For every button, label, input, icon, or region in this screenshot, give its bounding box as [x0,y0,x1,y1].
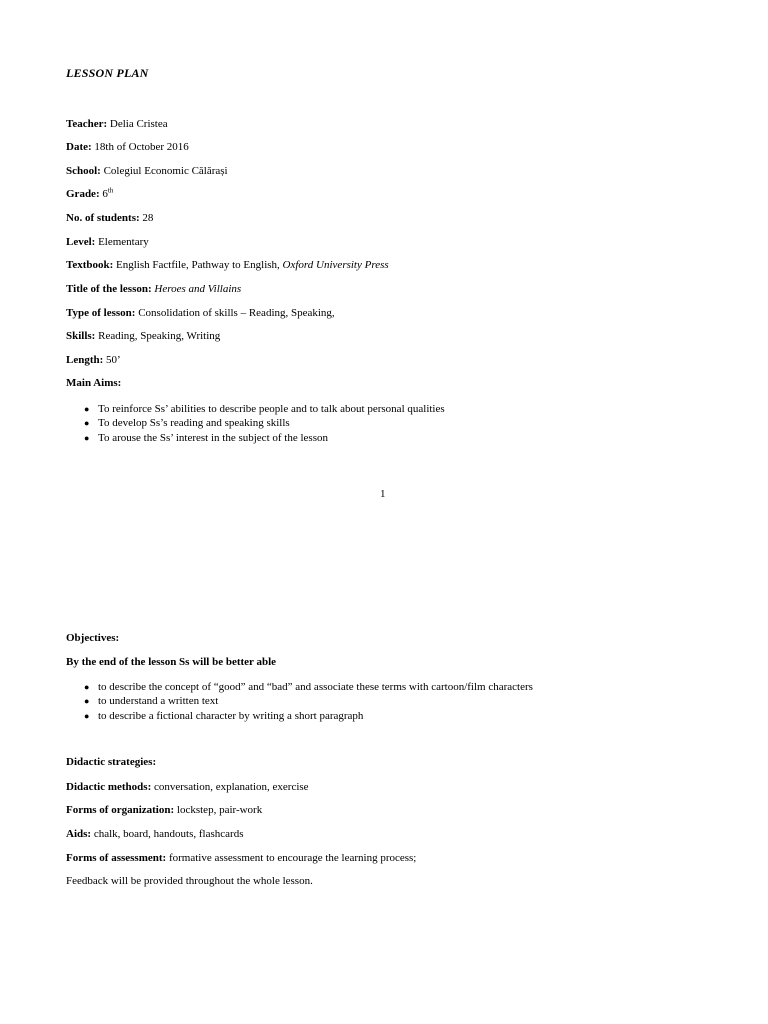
lesson-type-field [66,307,335,319]
lesson-type-label: Type of lesson: [66,307,136,319]
forms-organization-label: Forms of organization: [66,804,175,816]
bullet-icon: ● [84,682,90,692]
bullet-icon: ● [84,432,90,443]
didactic-methods-field [66,781,309,793]
students-field [66,212,153,224]
aids-field [66,828,244,840]
skills-label: Skills: [66,330,96,342]
forms-organization-value: lockstep, pair-work [176,804,263,816]
bullet-icon: ● [84,710,90,721]
feedback-text: Feedback will be provided throughout the whole lesson. [66,875,313,887]
list-item: ● To reinforce Ss’ abilities to describe people and to talk about personal qualities [84,403,445,415]
bullet-icon: ● [84,418,90,429]
students-value: 28 [142,212,154,224]
lesson-title-value: Heroes and Villains [154,283,242,295]
teacher-value: Delia Cristea [109,118,168,130]
date-field [66,141,189,153]
page-title: LESSON PLAN [66,66,149,80]
students-label: No. of students: [66,212,140,224]
date-value: 18th of October 2016 [94,141,189,153]
list-item: ● to describe the concept of “good” and “bad” and associate these terms with cartoon/film characters [84,681,533,693]
main-aims-list [84,402,445,445]
teacher-label: Teacher: [66,118,108,130]
grade-value: 6 [102,188,108,200]
level-field [66,236,149,248]
lesson-type-value: Consolidation of skills – Reading, Speaking, [138,307,335,319]
school-field [66,165,228,177]
level-label: Level: [66,236,96,248]
objectives-intro: By the end of the lesson Ss will be better able [66,656,277,668]
assessment-label: Forms of assessment: [66,852,167,864]
list-item: ● To develop Ss’s reading and speaking skills [84,417,290,430]
bullet-icon: ● [84,404,90,414]
teacher-field [66,118,168,130]
textbook-field [66,259,389,271]
grade-label: Grade: [66,188,100,200]
length-label: Length: [66,354,104,366]
objectives-heading [66,632,119,644]
objectives-list [84,680,533,723]
length-value: 50’ [106,354,121,366]
bullet-icon: ● [84,696,90,707]
textbook-value: English Factfile, Pathway to English, [116,259,280,271]
objectives-label: Objectives: [66,632,120,644]
lesson-title-label: Title of the lesson: [66,283,152,295]
aids-value: chalk, board, handouts, flashcards [93,828,244,840]
length-field [66,354,121,366]
list-item: ● To arouse the Ss’ interest in the subject of the lesson [84,431,328,444]
forms-organization-field [66,804,262,816]
skills-value: Reading, Speaking, Writing [98,330,221,342]
grade-suffix: th [107,186,114,195]
date-label: Date: [66,141,92,153]
lesson-title-field [66,283,241,295]
list-item: ● to understand a written text [84,695,219,708]
didactic-methods-label: Didactic methods: [66,781,152,793]
textbook-label: Textbook: [66,259,114,271]
assessment-field [66,852,416,864]
level-value: Elementary [98,236,149,248]
didactic-methods-value: conversation, explanation, exercise [154,781,309,793]
didactic-strategies-heading: Didactic strategies: [66,756,157,768]
assessment-value: formative assessment to encourage the learning process; [168,852,417,864]
page-number: 1 [380,488,386,500]
school-label: School: [66,165,101,177]
list-item: ● to describe a fictional character by writing a short paragraph [84,709,364,722]
aids-label: Aids: [66,828,92,840]
main-aims-label: Main Aims: [66,377,122,389]
skills-field [66,330,220,342]
main-aims-heading [66,377,121,389]
textbook-publisher: Oxford University Press [282,259,389,271]
school-value: Colegiul Economic Călărași [103,165,228,177]
grade-field [66,188,113,200]
